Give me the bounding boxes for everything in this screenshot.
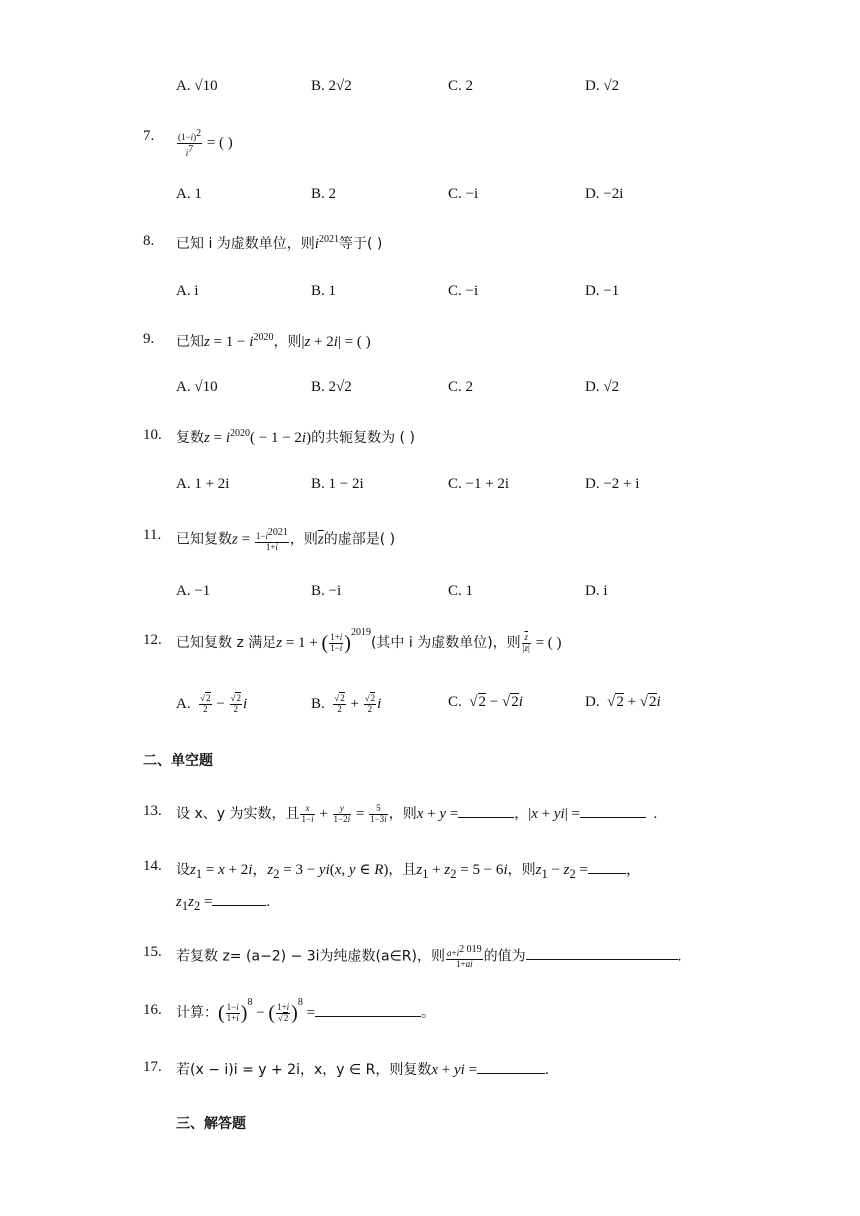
section-3-heading: 三、解答题 [176, 1116, 246, 1132]
q9-option-b: B. 2√2 [311, 379, 352, 395]
q8-stem: 已知 i 为虚数单位，则$i^{2021}$等于( ) [176, 234, 383, 252]
q8-option-c: C. −i [448, 283, 479, 299]
q11-option-d: D. i [585, 583, 608, 599]
q11-fraction: $\frac{1-i^{2021}}{1+i}$ [255, 527, 288, 552]
q7-stem [176, 128, 233, 159]
q17-blank[interactable] [477, 1061, 545, 1074]
q17-number: 17. [143, 1059, 162, 1075]
q10-option-d: D. −2 + i [585, 476, 640, 492]
q7-number: 7. [143, 128, 155, 144]
q13-blank-1[interactable] [458, 805, 514, 818]
q12-option-c: C. √2 − √2i [448, 694, 523, 710]
q9-option-c: C. 2 [448, 379, 474, 395]
q7-fraction: $\frac{(1-i)^2}{i^7}$ [178, 128, 202, 158]
q11-number: 11. [143, 527, 162, 543]
q7-option-d: D. −2i [585, 186, 624, 202]
q12-option-d: D. √2 + √2i [585, 694, 661, 710]
q10-option-a: A. 1 + 2i [176, 476, 230, 492]
q7-option-a: A. 1 [176, 186, 202, 202]
q8-number: 8. [143, 233, 155, 249]
q11-option-c: C. 1 [448, 583, 474, 599]
q12-option-a: A. $\frac{√2}{2}$ − $\frac{√2}{2}$ i [176, 693, 248, 714]
q16-stem: 计算：( $\frac{1-i}{1+i}$ )$^8$ − ( $\frac{1+i}{√2}$ )$^8$ = 。 [176, 997, 436, 1025]
q9-option-d: D. √2 [585, 379, 620, 395]
q15-stem: 若复数 z= (a−2) − 3i为纯虚数(a∈R)，则 $\frac{a+i^{2 019}}{1+ai}$ 的值为 . [176, 944, 682, 969]
q17-stem: 若(x − i)i = y + 2i，x，y ∈ R，则复数x + yi = . [176, 1062, 549, 1078]
q14-blank-2[interactable] [212, 893, 266, 906]
q12-number: 12. [143, 632, 162, 648]
q9-option-a: A. √10 [176, 379, 218, 395]
q11-option-b: B. −i [311, 583, 342, 599]
q7-stem-tail: = ( ) [206, 134, 233, 151]
section-2-heading: 二、单空题 [143, 753, 213, 769]
q9-number: 9. [143, 331, 155, 347]
q6-option-a: A. √10 [176, 78, 218, 94]
q14-stem-line-2: $z_1z_2$ = . [176, 894, 271, 913]
q14-stem: 设$z_1 = x + 2i$，$z_2 = 3 - yi(x$, y ∈ R)，且$z_1 + z_2 = 5 - 6i$，则$z_1 - z_2$ = ， [176, 862, 641, 881]
q15-number: 15. [143, 944, 162, 960]
q11-stem: 已知复数z = $\frac{1-i^{2021}}{1+i}$ ，则$\overline{z}$的虚部是( ) [176, 527, 396, 552]
q7-option-c: C. −i [448, 186, 479, 202]
q12-option-b: B. $\frac{√2}{2}$ + $\frac{√2}{2}$ i [311, 693, 382, 714]
q6-option-d: D. √2 [585, 78, 620, 94]
q8-option-a: A. i [176, 283, 199, 299]
q13-stem: 设 x、y 为实数，且 $\frac{x}{1-i}$ + $\frac{y}{1-2i}$ = $\frac{5}{1-3i}$ ，则x + y = ，|x + yi| = . [176, 803, 658, 825]
q16-number: 16. [143, 1002, 162, 1018]
q13-blank-2[interactable] [580, 805, 646, 818]
q8-option-b: B. 1 [311, 283, 337, 299]
q12-stem: 已知复数 z 满足z = 1 + ( $\frac{1+i}{1-i}$ )$^{2019}$(其中 i 为虚数单位)，则 $\frac{\overline{z}}{|z|}$ = ( ) [176, 627, 562, 655]
q10-option-b: B. 1 − 2i [311, 476, 364, 492]
q10-stem: 复数$z = i^{2020}( - 1 - 2i)$的共轭复数为 ( ) [176, 428, 415, 446]
q6-option-b: B. 2√2 [311, 78, 352, 94]
q8-option-d: D. −1 [585, 283, 620, 299]
q13-number: 13. [143, 803, 162, 819]
q11-option-a: A. −1 [176, 583, 211, 599]
q15-blank[interactable] [526, 947, 678, 960]
q16-blank[interactable] [315, 1004, 421, 1017]
q6-option-c: C. 2 [448, 78, 474, 94]
q7-option-b: B. 2 [311, 186, 337, 202]
q14-number: 14. [143, 858, 162, 874]
q14-blank-1[interactable] [588, 861, 626, 874]
q9-stem: 已知$z = 1 - i^{2020}$，则|z + 2i| = ( ) [176, 332, 371, 350]
q10-option-c: C. −1 + 2i [448, 476, 510, 492]
q10-number: 10. [143, 427, 162, 443]
